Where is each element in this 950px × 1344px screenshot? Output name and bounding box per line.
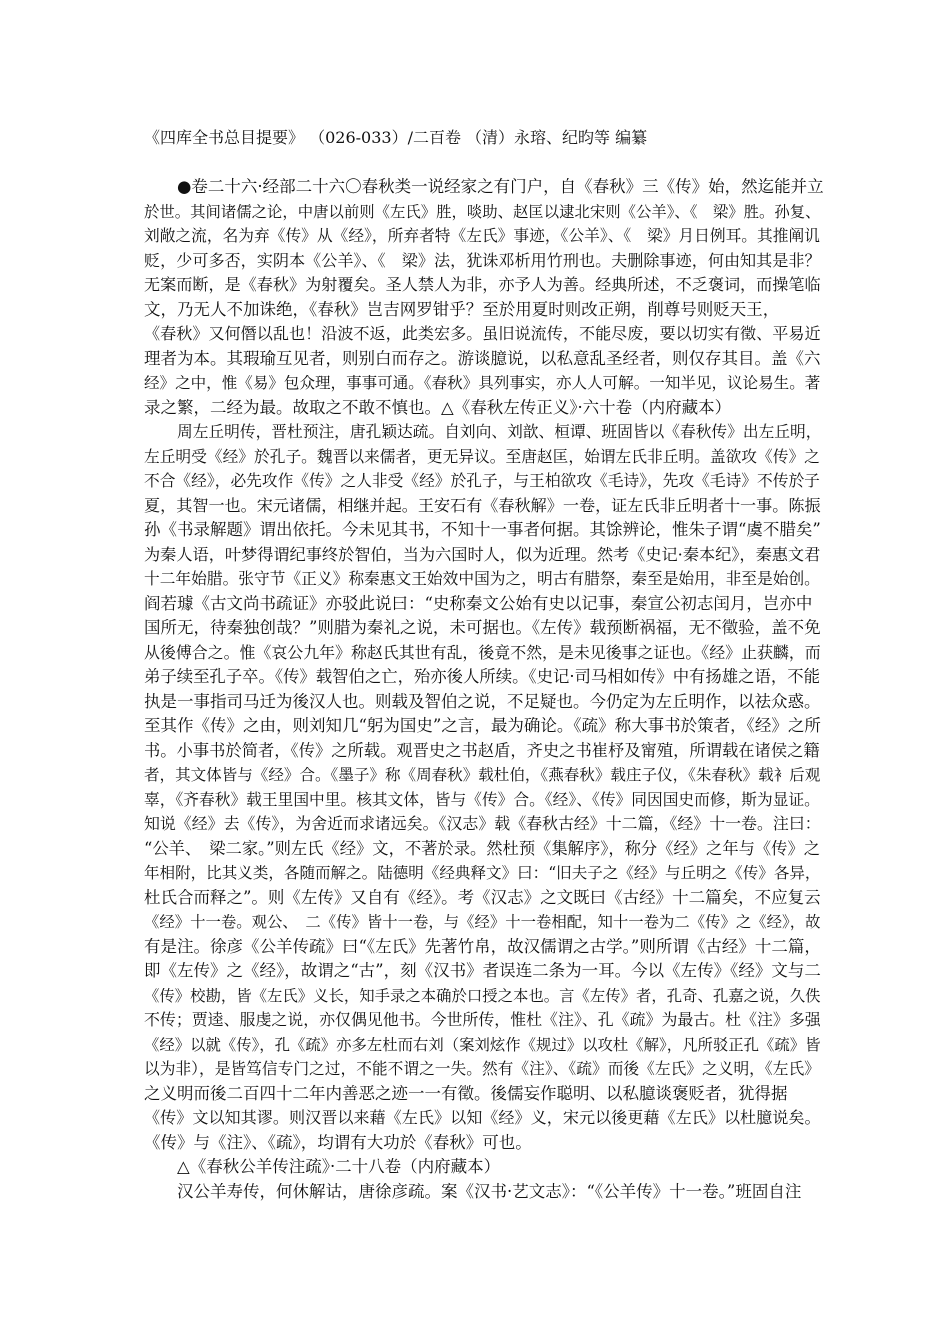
text-line: 《传》校勘，皆《左氏》义长，知手录之本确於口授之本也。言《左传》者，孔奇、孔嘉之说，久佚 xyxy=(144,986,821,1005)
text-line: 杜氏合而释之”。则《左传》又自有《经》。考《汉志》之文既曰《古经》十二篇矣，不应复云 xyxy=(144,887,821,907)
text-line: 从後傅合之。惟《哀公九年》称赵氏其世有乱，後竟不然，是未见後事之证也。《经》止获麟，而 xyxy=(144,642,821,662)
text-line: 无案而断，是《春秋》为射覆矣。圣人禁人为非，亦予人为善。经典所述，不乏褒词，而操笔临 xyxy=(144,275,821,294)
text-line: 《传》与《注》、《疏》，均谓有大功於《春秋》可也。 xyxy=(144,1132,532,1152)
text-line: 阎若璩《古文尚书疏证》亦驳此说曰：“史称秦文公始有史以记事，秦宣公初志闰月，岂亦中 xyxy=(144,593,813,613)
text-line: 书。小事书於简者，《传》之所载。观晋史之书赵盾，齐史之书崔杼及甯殖，所谓载在诸侯之籍 xyxy=(144,740,820,760)
text-line: 理者为本。其瑕瑜互见者，则别白而存之。游谈臆说，以私意乱圣经者，则仅存其目。盖《六 xyxy=(144,348,821,368)
text-line: 汉公羊寿传，何休解诂，唐徐彦疏。案《汉书·艺文志》：“《公羊传》十一卷。”班固自注 xyxy=(177,1181,802,1201)
text-line: 辜，《齐春秋》载王里国中里。核其文体，皆与《传》合。《经》、《传》同因国史而修，斯为显证。 xyxy=(144,789,820,809)
text-line: 录之繁，二经为最。故取之不敢不慎也。△《春秋左传正义》·六十卷（内府藏本） xyxy=(144,397,732,417)
text-line: 有是注。徐彦《公羊传疏》曰“《左氏》先著竹帛，故汉儒谓之古学。”则所谓《古经》十二篇， xyxy=(144,936,821,956)
document-title: 《四库全书总目提要》 （026-033）/二百卷 （清）永瑢、纪昀等 编纂 xyxy=(144,128,648,147)
text-line: 孙《书录解题》谓出依托。今未见其书，不知十一事者何据。其馀辨论，惟朱子谓“虞不腊矣” xyxy=(144,520,821,539)
text-line: 《经》以就《传》，孔《疏》亦多左杜而右刘（案刘炫作《规过》以攻杜《解》，凡所驳正孔《疏》皆 xyxy=(144,1035,821,1054)
text-line: 左丘明受《经》於孔子。魏晋以来儒者，更无异议。至唐赵匡，始谓左氏非丘明。盖欲攻《传》之 xyxy=(144,446,820,466)
text-line: 夏，其智一也。宋元诸儒，相继并起。王安石有《春秋解》一卷，证左氏非丘明者十一事。陈振 xyxy=(144,495,821,515)
text-line: 年相附，比其义类，各随而解之。陆德明《经典释文》曰：“旧夫子之《经》与丘明之《传》各异， xyxy=(144,864,821,882)
text-line: 十二年始腊。张守节《正义》称秦惠文王始效中国为之，明古有腊祭，秦至是始用，非至是始创。 xyxy=(144,569,820,588)
text-line: 经》之中，惟《易》包众理，事事可通。《春秋》具列事实，亦人人可解。一知半见，议论易生。著 xyxy=(144,374,821,392)
text-line: 文，乃无人不加诛绝，《春秋》岂吉网罗钳乎？至於用夏时则改正朔，削尊号则贬天王， xyxy=(144,299,780,319)
text-line: 以为非），是皆笃信专门之过，不能不谓之一失。然有《注》、《疏》而後《左氏》之义明，《左氏》 xyxy=(144,1059,820,1078)
text-line: 《春秋》又何僭以乱也！沿波不返，此类宏多。虽旧说流传，不能尽废，要以切实有徵、平易近 xyxy=(144,324,821,343)
text-line: 《经》十一卷。观公、 二《传》皆十一卷，与《经》十一卷相配，知十一卷为二《传》之《经》，故 xyxy=(144,913,821,931)
text-line: 执是一事指司马迁为後汉人也。则载及智伯之说，不足疑也。今仍定为左丘明作，以祛众惑。 xyxy=(144,691,821,711)
text-line: 者，其文体皆与《经》合。《墨子》称《周春秋》载杜伯，《燕春秋》载庄子仪，《朱春秋》载衤后观 xyxy=(144,766,821,784)
text-line: 刘敞之流，名为弃《传》从《经》，所弃者特《左氏》事迹，《公羊》、《 梁》月日例耳。其推阐讥 xyxy=(144,226,820,245)
text-line: ●卷二十六·经部二十六〇春秋类一说经家之有门户，自《春秋》三《传》始，然迄能并立 xyxy=(177,177,824,196)
document-body xyxy=(144,175,824,1204)
text-line: 弟子续至孔子卒。《传》载智伯之亡，殆亦後人所续。《史记·司马相如传》中有扬雄之语，不能 xyxy=(144,667,820,686)
text-line: 《传》文以知其谬。则汉晋以来藉《左氏》以知《经》义，宋元以後更藉《左氏》以杜臆说矣。 xyxy=(144,1108,821,1127)
text-line: 之义明而後二百四十二年内善恶之迹一一有徵。後儒妄作聪明、以私臆谈褒贬者，犹得据 xyxy=(144,1083,788,1103)
text-line: 为秦人语，叶梦得谓纪事终於智伯，当为六国时人，似为近理。然考《史记·秦本纪》，秦惠文君 xyxy=(144,544,821,564)
text-line: 即《左传》之《经》，故谓之“古”，刻《汉书》者误连二条为一耳。今以《左传》《经》文与二 xyxy=(144,961,821,980)
text-line: 周左丘明传，晋杜预注，唐孔颖达疏。自刘向、刘歆、桓谭、班固皆以《春秋传》出左丘明， xyxy=(177,422,822,441)
text-line: 贬，少可多否，实阴本《公羊》、《 梁》法，犹诛邓析用竹刑也。夫删除事迹，何由知其是非？ xyxy=(144,250,821,270)
text-line: 知说《经》去《传》，为舍近而求诸远矣。《汉志》载《春秋古经》十二篇，《经》十一卷。注曰： xyxy=(144,814,821,833)
text-line: 至其作《传》之由，则刘知几“躬为国史”之言，最为确论。《疏》称大事书於策者，《经》之所 xyxy=(144,716,821,735)
text-line: “公羊、 梁二家。”则左氏《经》文，不著於录。然杜预《集解序》，称分《经》之年与《传》之 xyxy=(144,838,821,858)
text-line: 不传；贾逵、服虔之说，亦仅偶见他书。今世所传，惟杜《注》、孔《疏》为最古。杜《注》多强 xyxy=(144,1010,821,1029)
text-line: △《春秋公羊传注疏》·二十八卷（内府藏本） xyxy=(177,1157,501,1176)
text-line: 於世。其间诸儒之论，中唐以前则《左氏》胜，啖助、赵匡以逮北宋则《公羊》、《 梁》胜。孙复、 xyxy=(144,202,821,221)
text-line: 不合《经》，必先攻作《传》之人非受《经》於孔子，与王柏欲攻《毛诗》，先攻《毛诗》不传於子 xyxy=(144,471,820,490)
text-line: 国所无，待秦独创哉？”则腊为秦礼之说，未可据也。《左传》载预断祸福，无不徵验，盖不免 xyxy=(144,618,821,637)
